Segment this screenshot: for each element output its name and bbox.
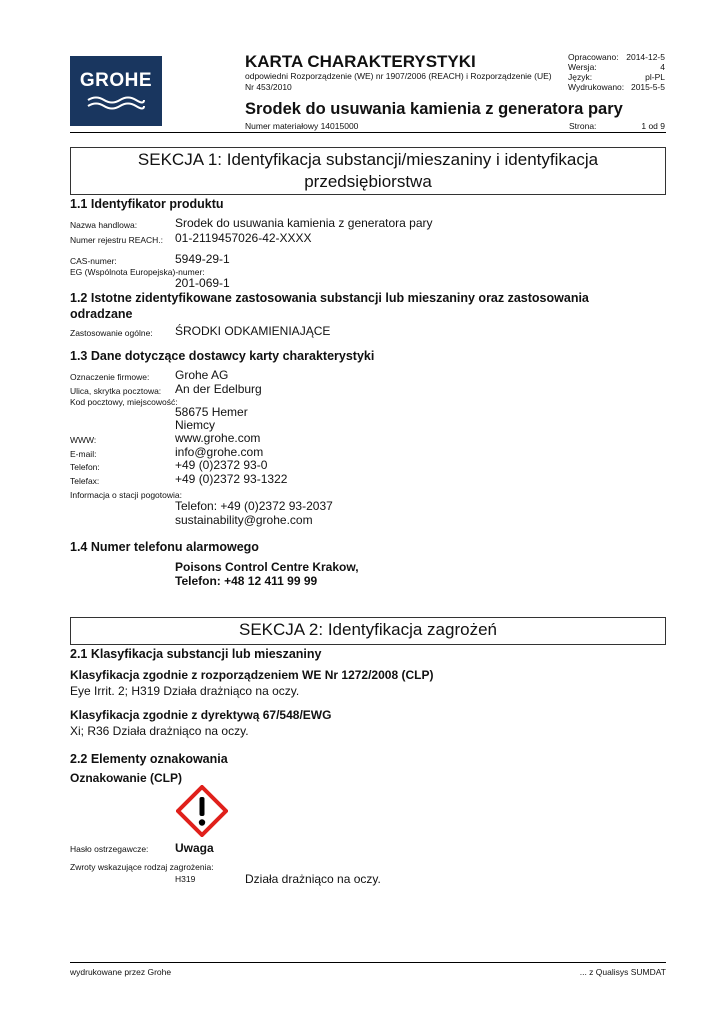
meta-value-prepared: 2014-12-5 xyxy=(626,52,665,62)
www-label: WWW: xyxy=(70,435,97,445)
subtitle-line-1: odpowiedni Rozporządzenie (WE) nr 1907/2006 (REACH) i Rozporządzenie (UE) xyxy=(245,71,552,81)
heading-1-2 xyxy=(70,290,589,322)
meta-value-printed: 2015-5-5 xyxy=(630,82,665,92)
grohe-logo xyxy=(70,56,162,126)
heading-1-3: 1.3 Dane dotyczące dostawcy karty charakterystyki xyxy=(70,349,375,363)
heading-1-4: 1.4 Numer telefonu alarmowego xyxy=(70,540,259,554)
postal-value: 58675 Hemer xyxy=(175,405,248,419)
hazard-text: Działa drażniąco na oczy. xyxy=(245,872,381,886)
phone-value: +49 (0)2372 93-0 xyxy=(175,458,268,472)
emergency-info-label: Informacja o stacji pogotowia: xyxy=(70,490,182,500)
product-name: Srodek do usuwania kamienia z generatora pary xyxy=(245,100,623,118)
section-1-title-line-2: przedsiębiorstwa xyxy=(304,172,432,191)
clp-classification-heading: Klasyfikacja zgodnie z rozporządzeniem WE Nr 1272/2008 (CLP) xyxy=(70,668,434,682)
emergency-email[interactable]: sustainability@grohe.com xyxy=(175,513,313,527)
directive-classification-text: Xi; R36 Działa drażniąco na oczy. xyxy=(70,724,249,738)
meta-label-printed: Wydrukowano: xyxy=(568,82,625,92)
company-value: Grohe AG xyxy=(175,368,229,382)
reach-label: Numer rejestru REACH.: xyxy=(70,235,164,245)
section-1-title-line-1: SEKCJA 1: Identyfikacja substancji/mieszaniny i identyfikacja xyxy=(137,150,599,169)
fax-label: Telefax: xyxy=(70,476,100,486)
meta-label-language: Język: xyxy=(568,72,593,82)
company-label: Oznaczenie firmowe: xyxy=(70,372,150,382)
clp-labelling-heading: Oznakowanie (CLP) xyxy=(70,771,183,785)
section-2-title xyxy=(70,617,666,645)
exclamation-mark-pictogram-icon xyxy=(176,785,228,837)
hazard-statements-label: Zwroty wskazujące rodzaj zagrożenia: xyxy=(70,862,214,872)
section-2-title-text: SEKCJA 2: Identyfikacja zagrożeń xyxy=(239,620,497,639)
footer-right: ... z Qualisys SUMDAT xyxy=(579,967,666,977)
document-subtitle xyxy=(245,71,552,93)
email-label: E-mail: xyxy=(70,449,97,459)
footer-divider xyxy=(70,962,666,963)
cas-value: 5949-29-1 xyxy=(175,252,230,266)
footer-left: wydrukowane przez Grohe xyxy=(70,967,172,977)
general-use-label: Zastosowanie ogólne: xyxy=(70,328,153,338)
ec-value: 201-069-1 xyxy=(175,276,230,290)
material-number: Numer materiałowy 14015000 xyxy=(245,121,359,131)
www-link[interactable]: www.grohe.com xyxy=(175,431,261,445)
meta-value-language: pl-PL xyxy=(645,72,665,82)
general-use-value: ŚRODKI ODKAMIENIAJĄCE xyxy=(175,324,331,338)
street-value: An der Edelburg xyxy=(175,382,262,396)
fax-value: +49 (0)2372 93-1322 xyxy=(175,472,288,486)
country-value: Niemcy xyxy=(175,418,216,432)
section-1-title xyxy=(70,147,666,195)
logo-text: GROHE xyxy=(79,70,153,91)
trade-name-value: Srodek do usuwania kamienia z generatora pary xyxy=(175,216,433,230)
subtitle-line-2: Nr 453/2010 xyxy=(245,82,292,92)
page-label: Strona: xyxy=(569,121,597,131)
alarm-line-2: Telefon: +48 12 411 99 99 xyxy=(175,574,318,588)
heading-2-1: 2.1 Klasyfikacja substancji lub mieszaniny xyxy=(70,647,322,661)
header-divider xyxy=(70,132,666,133)
phone-label: Telefon: xyxy=(70,462,100,472)
meta-label-version: Wersja: xyxy=(568,62,597,72)
postal-label: Kod pocztowy, miejscowość: xyxy=(70,397,178,407)
hazard-code: H319 xyxy=(175,874,196,884)
heading-1-2-line-2: odradzane xyxy=(70,307,133,321)
street-label: Ulica, skrytka pocztowa: xyxy=(70,386,162,396)
emergency-phone: Telefon: +49 (0)2372 93-2037 xyxy=(175,499,333,513)
document-title: KARTA CHARAKTERYSTYKI xyxy=(245,52,476,71)
email-link[interactable]: info@grohe.com xyxy=(175,445,264,459)
logo-wave-icon xyxy=(86,94,146,112)
heading-1-1: 1.1 Identyfikator produktu xyxy=(70,197,224,211)
reach-value: 01-2119457026-42-XXXX xyxy=(175,231,312,245)
trade-name-label: Nazwa handlowa: xyxy=(70,220,138,230)
directive-classification-heading: Klasyfikacja zgodnie z dyrektywą 67/548/EWG xyxy=(70,708,332,722)
ec-label: EG (Wspólnota Europejska)-numer: xyxy=(70,267,205,277)
heading-1-2-line-1: 1.2 Istotne zidentyfikowane zastosowania substancji lub mieszaniny oraz zastosowania xyxy=(70,291,589,305)
heading-2-2: 2.2 Elementy oznakowania xyxy=(70,752,228,766)
alarm-line-1: Poisons Control Centre Krakow, xyxy=(175,560,359,574)
page-value: 1 od 9 xyxy=(641,121,665,131)
cas-label: CAS-numer: xyxy=(70,256,117,266)
clp-classification-text: Eye Irrit. 2; H319 Działa drażniąco na oczy. xyxy=(70,684,300,698)
meta-label-prepared: Opracowano: xyxy=(568,52,619,62)
signal-word-label: Hasło ostrzegawcze: xyxy=(70,844,149,854)
signal-word-value: Uwaga xyxy=(175,841,214,855)
meta-value-version: 4 xyxy=(660,62,665,72)
